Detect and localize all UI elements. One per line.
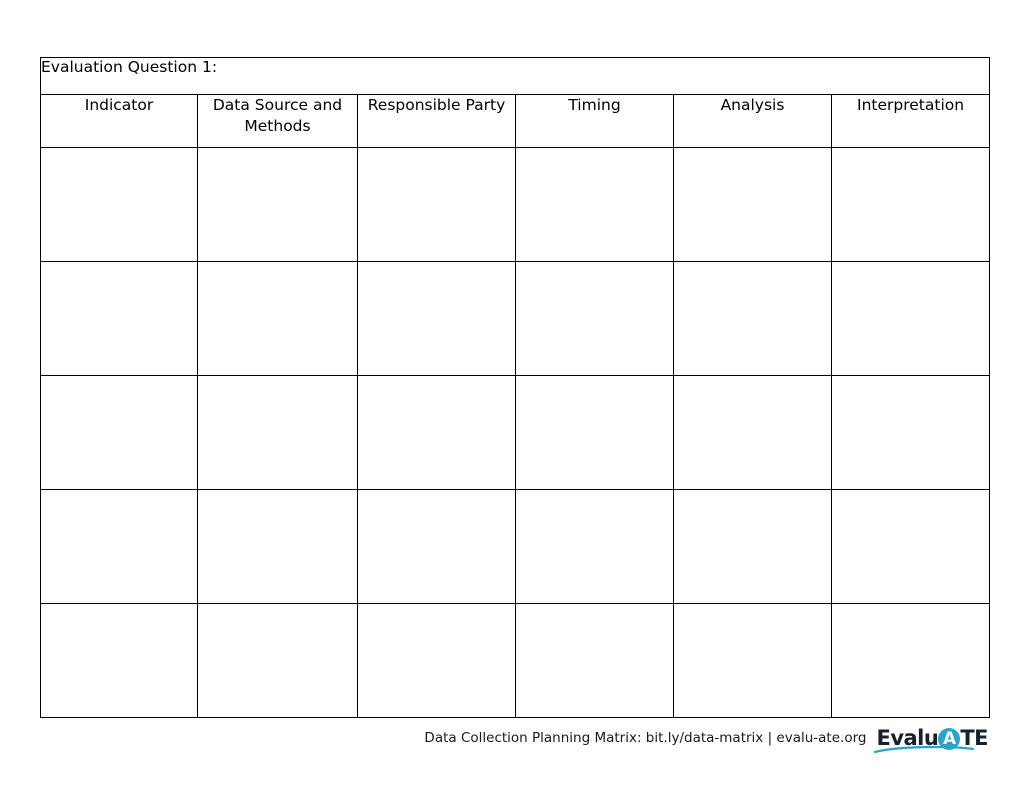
cell-data-source-and-methods[interactable] bbox=[198, 148, 358, 262]
table-row bbox=[41, 376, 990, 490]
table-row bbox=[41, 490, 990, 604]
cell-analysis[interactable] bbox=[674, 490, 832, 604]
cell-responsible-party[interactable] bbox=[358, 376, 516, 490]
cell-interpretation[interactable] bbox=[832, 148, 990, 262]
cell-responsible-party[interactable] bbox=[358, 148, 516, 262]
table-row bbox=[41, 604, 990, 718]
cell-data-source-and-methods[interactable] bbox=[198, 490, 358, 604]
cell-responsible-party[interactable] bbox=[358, 604, 516, 718]
table-row bbox=[41, 262, 990, 376]
logo-suffix: TE bbox=[960, 725, 988, 750]
cell-interpretation[interactable] bbox=[832, 490, 990, 604]
data-collection-planning-matrix bbox=[40, 57, 989, 718]
cell-responsible-party[interactable] bbox=[358, 490, 516, 604]
logo-swoosh-icon bbox=[873, 745, 977, 754]
table-row bbox=[41, 148, 990, 262]
cell-data-source-and-methods[interactable] bbox=[198, 604, 358, 718]
column-header-responsible-party: Responsible Party bbox=[358, 95, 516, 148]
cell-data-source-and-methods[interactable] bbox=[198, 262, 358, 376]
evaluate-logo bbox=[876, 727, 988, 749]
column-header-timing: Timing bbox=[516, 95, 674, 148]
cell-interpretation[interactable] bbox=[832, 262, 990, 376]
cell-analysis[interactable] bbox=[674, 262, 832, 376]
column-header-indicator: Indicator bbox=[41, 95, 198, 148]
cell-interpretation[interactable] bbox=[832, 604, 990, 718]
cell-interpretation[interactable] bbox=[832, 376, 990, 490]
logo-prefix: Evalu bbox=[876, 725, 939, 750]
cell-timing[interactable] bbox=[516, 376, 674, 490]
logo-circle-a: A bbox=[938, 728, 960, 750]
column-header-analysis: Analysis bbox=[674, 95, 832, 148]
cell-indicator[interactable] bbox=[41, 604, 198, 718]
evaluation-question-cell[interactable]: Evaluation Question 1: bbox=[41, 58, 990, 95]
cell-indicator[interactable] bbox=[41, 262, 198, 376]
cell-timing[interactable] bbox=[516, 604, 674, 718]
cell-analysis[interactable] bbox=[674, 604, 832, 718]
cell-indicator[interactable] bbox=[41, 148, 198, 262]
footer-caption: Data Collection Planning Matrix: bit.ly/data-matrix | evalu-ate.org bbox=[424, 730, 867, 746]
header-row bbox=[41, 95, 990, 148]
footer bbox=[424, 727, 988, 749]
cell-timing[interactable] bbox=[516, 262, 674, 376]
cell-timing[interactable] bbox=[516, 490, 674, 604]
column-header-interpretation: Interpretation bbox=[832, 95, 990, 148]
cell-timing[interactable] bbox=[516, 148, 674, 262]
matrix-table bbox=[40, 57, 990, 718]
column-header-data-source-and-methods: Data Source and Methods bbox=[198, 95, 358, 148]
cell-data-source-and-methods[interactable] bbox=[198, 376, 358, 490]
cell-responsible-party[interactable] bbox=[358, 262, 516, 376]
cell-indicator[interactable] bbox=[41, 490, 198, 604]
question-row bbox=[41, 58, 990, 95]
cell-indicator[interactable] bbox=[41, 376, 198, 490]
cell-analysis[interactable] bbox=[674, 148, 832, 262]
cell-analysis[interactable] bbox=[674, 376, 832, 490]
